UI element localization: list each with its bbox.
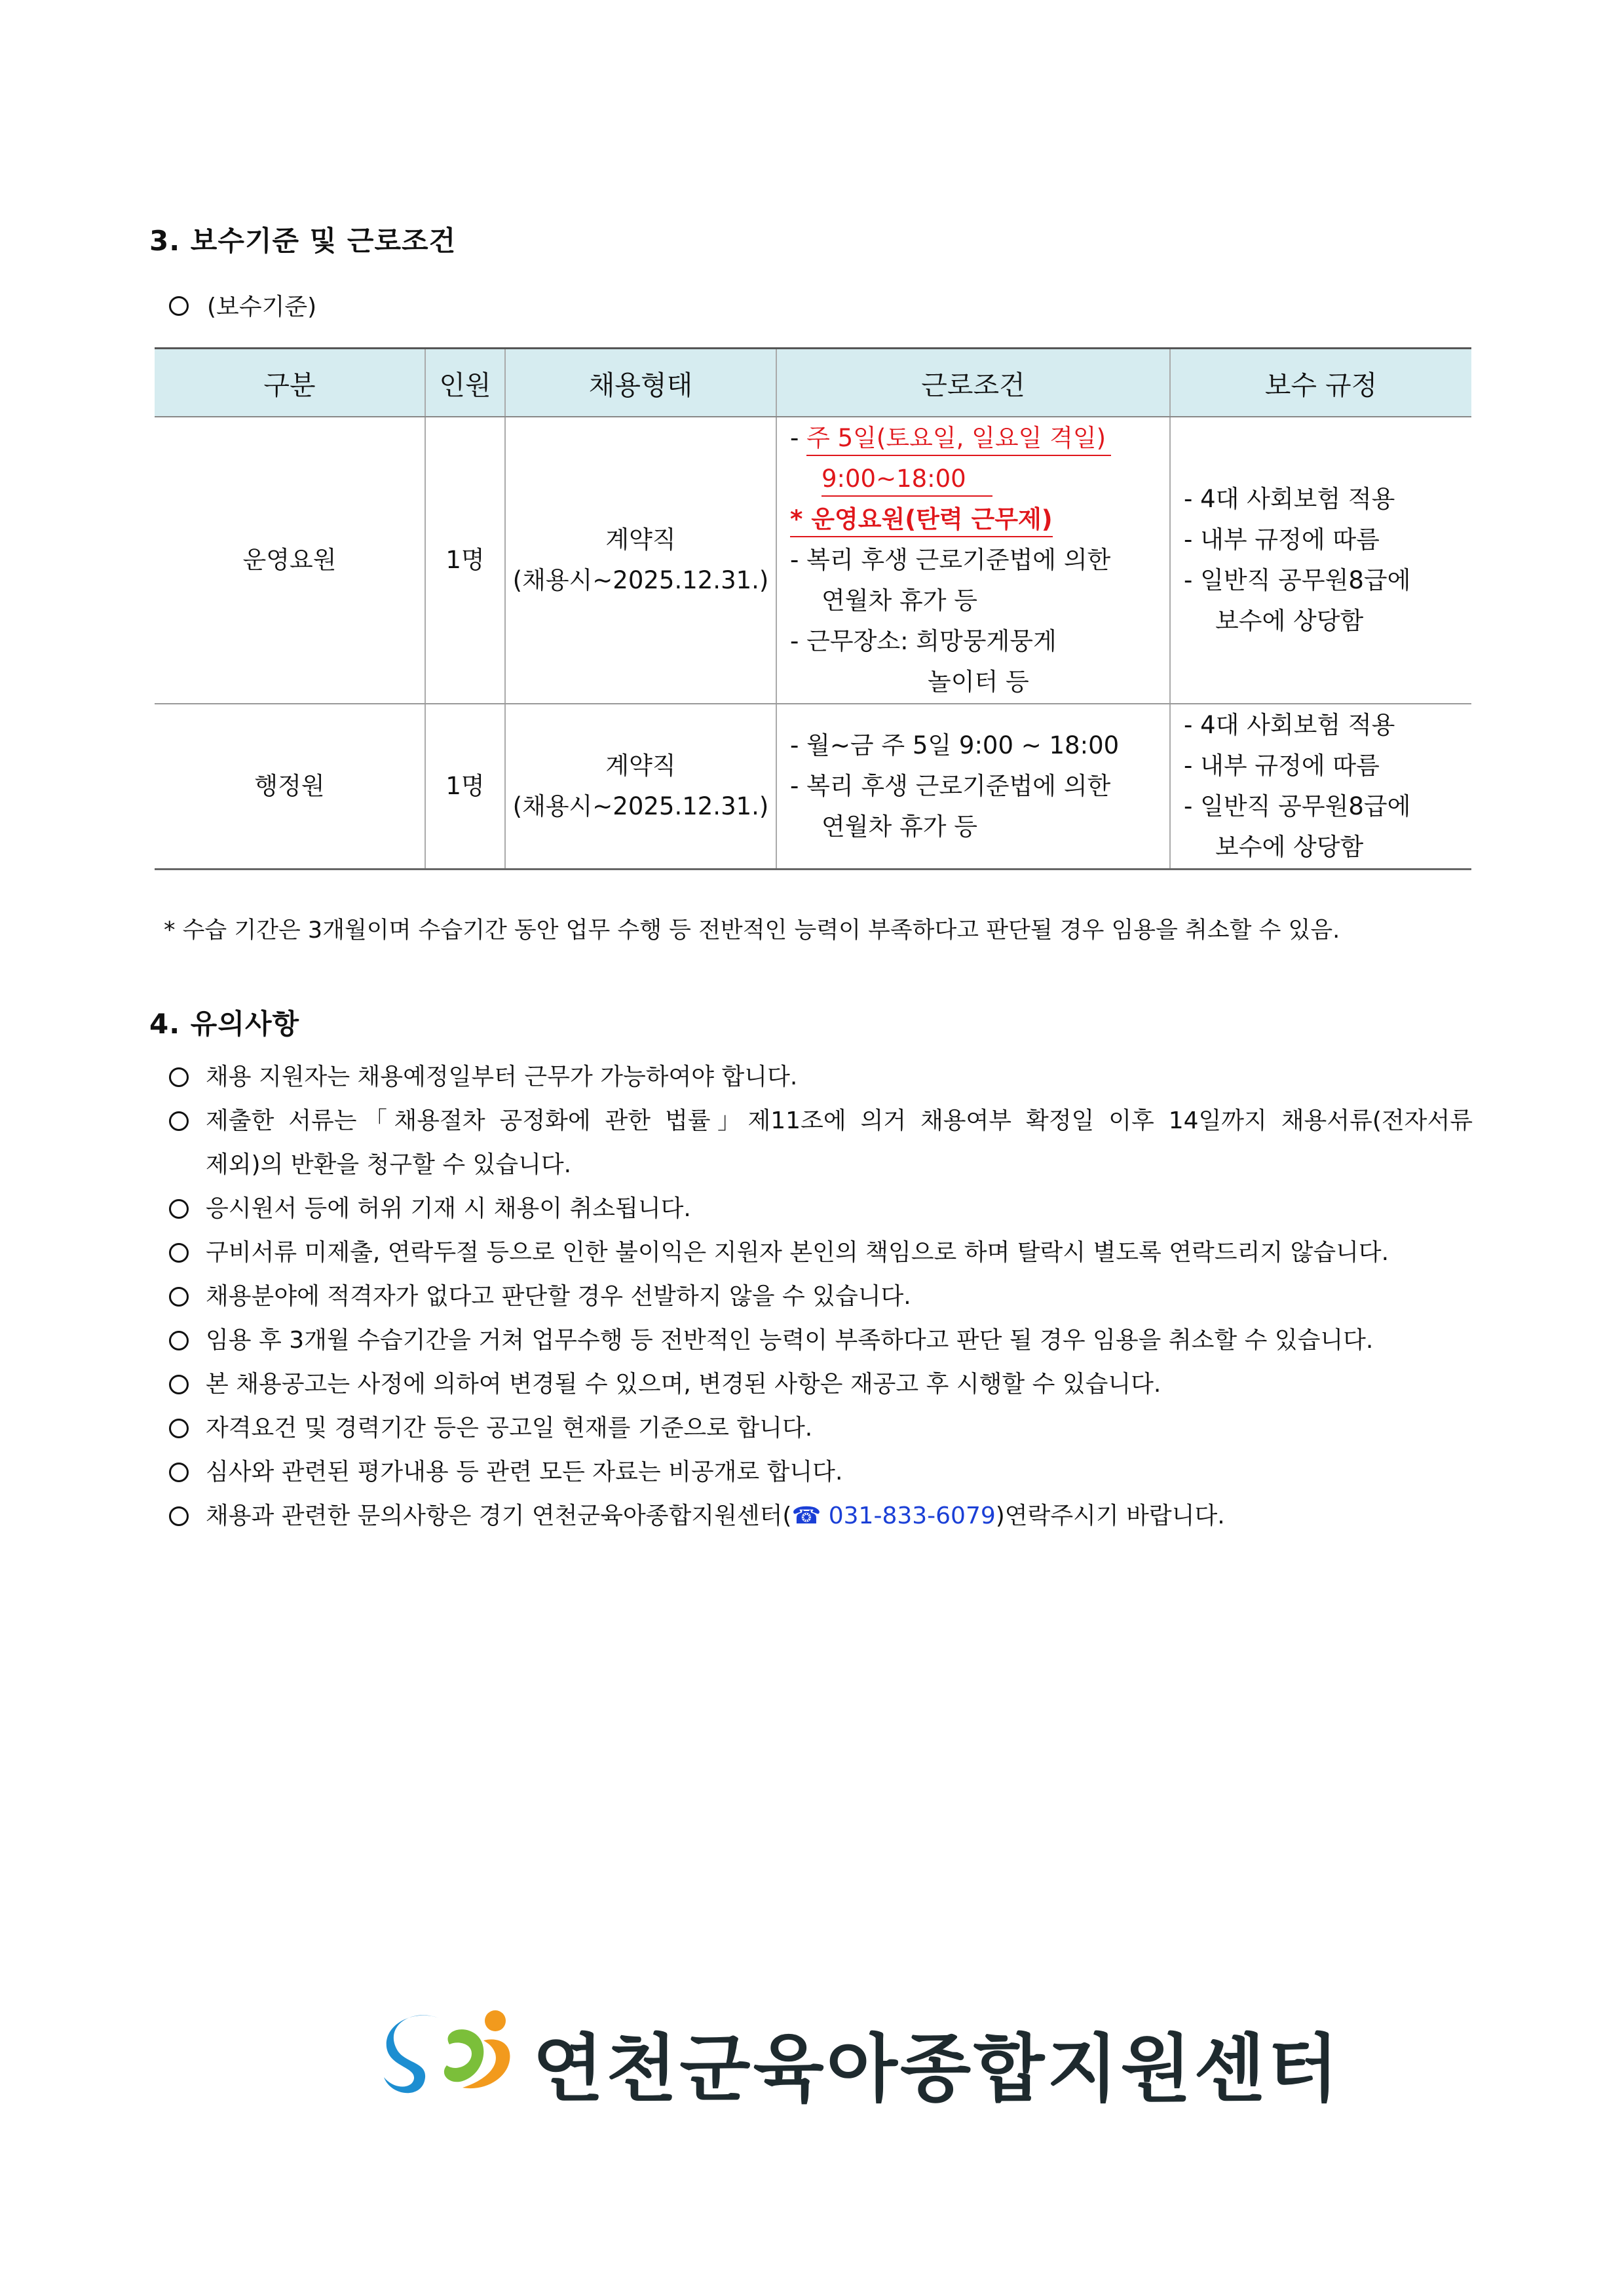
circle-bullet-icon (169, 1506, 189, 1526)
header-pay: 보수 규정 (1170, 349, 1471, 417)
table-header-row (155, 349, 1471, 417)
list-item: 채용분야에 적격자가 없다고 판단할 경우 선발하지 않을 수 있습니다. (169, 1274, 1473, 1318)
table-row (155, 417, 1471, 704)
circle-bullet-icon (169, 1287, 189, 1307)
header-category: 구분 (155, 349, 425, 417)
header-count: 인원 (425, 349, 505, 417)
circle-bullet-icon (169, 1375, 189, 1394)
header-type: 채용형태 (505, 349, 776, 417)
circle-bullet-icon (169, 1111, 189, 1131)
list-item: 심사와 관련된 평가내용 등 관련 모든 자료는 비공개로 합니다. (169, 1450, 1473, 1494)
probation-note: * 수습 기간은 3개월이며 수습기간 동안 업무 수행 등 전반적인 능력이 부족하다고 판단될 경우 임용을 취소할 수 있음. (164, 917, 1340, 944)
circle-bullet-icon (169, 1419, 189, 1438)
phone-number[interactable]: 031-833-6079 (821, 1502, 996, 1529)
pay-conditions-table (155, 347, 1471, 870)
list-item: 응시원서 등에 허위 기재 시 채용이 취소됩니다. (169, 1187, 1473, 1231)
list-item-contact: 채용과 관련한 문의사항은 경기 연천군육아종합지원센터(☎ 031-833-6079)연락주시기 바랍니다. (169, 1494, 1473, 1538)
cell-type: 계약직 (채용시~2025.12.31.) (505, 704, 776, 870)
cell-category: 운영요원 (155, 417, 425, 704)
circle-bullet-icon (169, 1331, 189, 1350)
logo-mark-icon (379, 2004, 529, 2102)
cell-pay: - 4대 사회보험 적용 - 내부 규정에 따름 - 일반직 공무원8급에 보수에 상당함 (1170, 417, 1471, 704)
logo-text: 연천군육아종합지원센터 (533, 2027, 1342, 2112)
section-4-title: 4. 유의사항 (149, 1008, 300, 1040)
notice-list (169, 1055, 1473, 1538)
cell-pay: - 4대 사회보험 적용 - 내부 규정에 따름 - 일반직 공무원8급에 보수에 상당함 (1170, 704, 1471, 870)
pay-standard-subtitle (169, 288, 316, 322)
cell-conditions: - 월~금 주 5일 9:00 ~ 18:00 - 복리 후생 근로기준법에 의한 연월차 휴가 등 (776, 704, 1170, 870)
cell-type: 계약직 (채용시~2025.12.31.) (505, 417, 776, 704)
section-3-title: 3. 보수기준 및 근로조건 (149, 225, 457, 257)
pay-standard-label: (보수기준) (207, 294, 317, 320)
list-item: 본 채용공고는 사정에 의하여 변경될 수 있으며, 변경된 사항은 재공고 후 시행할 수 있습니다. (169, 1362, 1473, 1406)
list-item: 임용 후 3개월 수습기간을 거쳐 업무수행 등 전반적인 능력이 부족하다고 판단 될 경우 임용을 취소할 수 있습니다. (169, 1318, 1473, 1362)
phone-icon: ☎ (791, 1502, 821, 1529)
list-item: 채용 지원자는 채용예정일부터 근무가 가능하여야 합니다. (169, 1055, 1473, 1099)
circle-bullet-icon (169, 1199, 189, 1219)
cell-category: 행정원 (155, 704, 425, 870)
list-item: 구비서류 미제출, 연락두절 등으로 인한 불이익은 지원자 본인의 책임으로 하며 탈락시 별도록 연락드리지 않습니다. (169, 1231, 1473, 1274)
table-row (155, 704, 1471, 870)
center-logo (379, 2004, 1342, 2112)
circle-bullet-icon (169, 1463, 189, 1482)
header-conditions: 근로조건 (776, 349, 1170, 417)
cell-count: 1명 (425, 704, 505, 870)
circle-bullet-icon (169, 1067, 189, 1087)
highlight-workdays: 주 5일(토요일, 일요일 격일) (806, 422, 1111, 456)
list-item: 자격요건 및 경력기간 등은 공고일 현재를 기준으로 합니다. (169, 1406, 1473, 1450)
circle-bullet-icon (169, 1243, 189, 1263)
highlight-hours: 9:00~18:00 (821, 463, 992, 497)
cell-count: 1명 (425, 417, 505, 704)
cell-conditions: - 주 5일(토요일, 일요일 격일) 9:00~18:00 * 운영요원(탄력 근무제) - 복리 후생 근로기준법에 의한 연월차 휴가 등 - 근무장소: 희망뭉게뭉게 놀이터 등 (776, 417, 1170, 704)
circle-bullet-icon (169, 296, 189, 316)
highlight-flex: * 운영요원(탄력 근무제) (790, 503, 1053, 537)
list-item-continuation: 제외)의 반환을 청구할 수 있습니다. (206, 1151, 572, 1178)
list-item: 제출한 서류는「채용절차 공정화에 관한 법률」제11조에 의거 채용여부 확정일 이후 14일까지 채용서류(전자서류 (169, 1099, 1473, 1143)
